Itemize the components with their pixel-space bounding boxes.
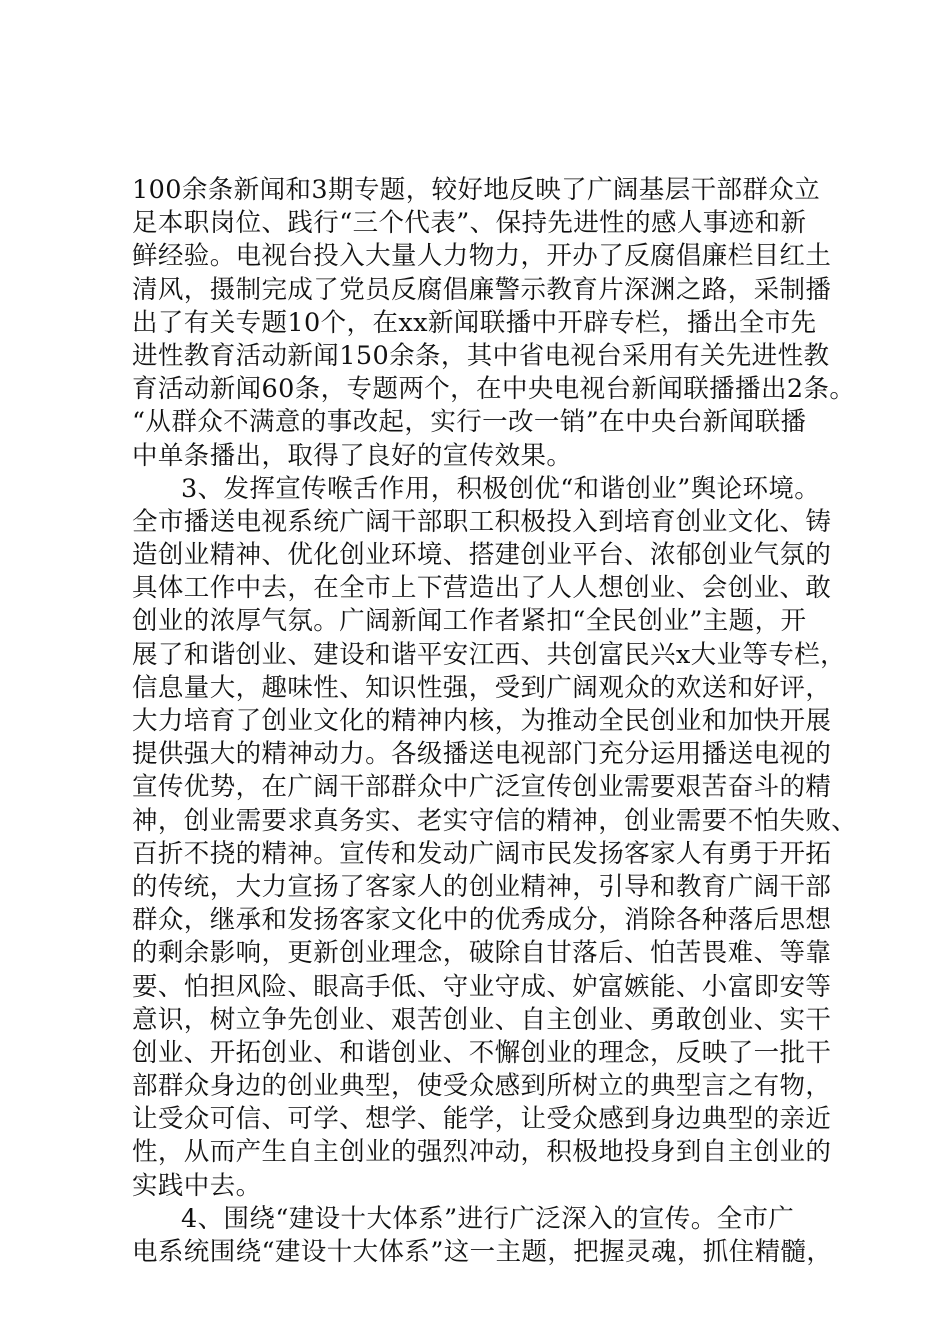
text-line: 性，从而产生自主创业的强烈冲动，积极地投身到自主创业的 <box>132 1137 832 1168</box>
text-line: 宣传优势，在广阔干部群众中广泛宣传创业需要艰苦奋斗的精 <box>132 772 832 803</box>
text-line: “从群众不满意的事改起，实行一改一销”在中央台新闻联播 <box>132 407 807 438</box>
text-line: 进性教育活动新闻150余条，其中省电视台采用有关先进性教 <box>132 340 830 371</box>
text-line: 育活动新闻60条，专题两个，在中央电视台新闻联播播出2条。 <box>132 374 856 405</box>
text-line: 大力培育了创业文化的精神内核，为推动全民创业和加快开展 <box>132 706 832 736</box>
text-line: 创业的浓厚气氛。广阔新闻工作者紧扣“全民创业”主题，开 <box>132 606 807 637</box>
paragraph-start-line: 4、围绕“建设十大体系”进行广泛深入的宣传。全市广 <box>181 1203 795 1234</box>
text-line: 造创业精神、优化创业环境、搭建创业平台、浓郁创业气氛的 <box>132 540 832 571</box>
text-line: 群众，继承和发扬客家文化中的优秀成分，消除各种落后思想 <box>132 905 832 936</box>
text-line: 部群众身边的创业典型，使受众感到所树立的典型言之有物， <box>132 1071 832 1102</box>
text-line: 100余条新闻和3期专题，较好地反映了广阔基层干部群众立 <box>132 175 821 205</box>
text-line: 让受众可信、可学、想学、能学，让受众感到身边典型的亲近 <box>132 1104 832 1135</box>
paragraph-start-line: 3、发挥宣传喉舌作用，积极创优“和谐创业”舆论环境。 <box>181 473 821 504</box>
text-line: 鲜经验。电视台投入大量人力物力，开办了反腐倡廉栏目红土 <box>132 241 832 272</box>
text-line: 实践中去。 <box>132 1170 262 1201</box>
text-line: 百折不挠的精神。宣传和发动广阔市民发扬客家人有勇于开拓 <box>132 838 832 869</box>
text-line: 具体工作中去，在全市上下营造出了人人想创业、会创业、敢 <box>132 573 832 604</box>
text-line: 电系统围绕“建设十大体系”这一主题，把握灵魂，抓住精髓， <box>132 1237 833 1267</box>
text-line: 展了和谐创业、建设和谐平安江西、共创富民兴x大业等专栏， <box>132 639 847 670</box>
text-line: 足本职岗位、践行“三个代表”、保持先进性的感人事迹和新 <box>132 208 807 239</box>
text-line: 中单条播出，取得了良好的宣传效果。 <box>132 440 573 471</box>
text-line: 意识，树立争先创业、艰苦创业、自主创业、勇敢创业、实干 <box>132 1004 832 1035</box>
text-line: 的传统，大力宣扬了客家人的创业精神，引导和教育广阔干部 <box>132 871 832 902</box>
document-body <box>132 174 858 1269</box>
text-line: 全市播送电视系统广阔干部职工积极投入到培育创业文化、铸 <box>132 506 832 537</box>
text-line: 创业、开拓创业、和谐创业、不懈创业的理念，反映了一批干 <box>132 1037 832 1068</box>
text-line: 要、怕担风险、眼高手低、守业守成、妒富嫉能、小富即安等 <box>132 971 832 1002</box>
text-line: 清风，摄制完成了党员反腐倡廉警示教育片深渊之路，采制播 <box>132 274 832 305</box>
text-line: 提供强大的精神动力。各级播送电视部门充分运用播送电视的 <box>132 739 832 770</box>
text-line: 神，创业需要求真务实、老实守信的精神，创业需要不怕失败、 <box>132 805 858 836</box>
text-line: 的剩余影响，更新创业理念，破除自甘落后、怕苦畏难、等靠 <box>132 938 832 969</box>
text-line: 信息量大，趣味性、知识性强，受到广阔观众的欢送和好评， <box>132 672 832 703</box>
text-line: 出了有关专题10个，在xx新闻联播中开辟专栏，播出全市先 <box>132 307 817 338</box>
